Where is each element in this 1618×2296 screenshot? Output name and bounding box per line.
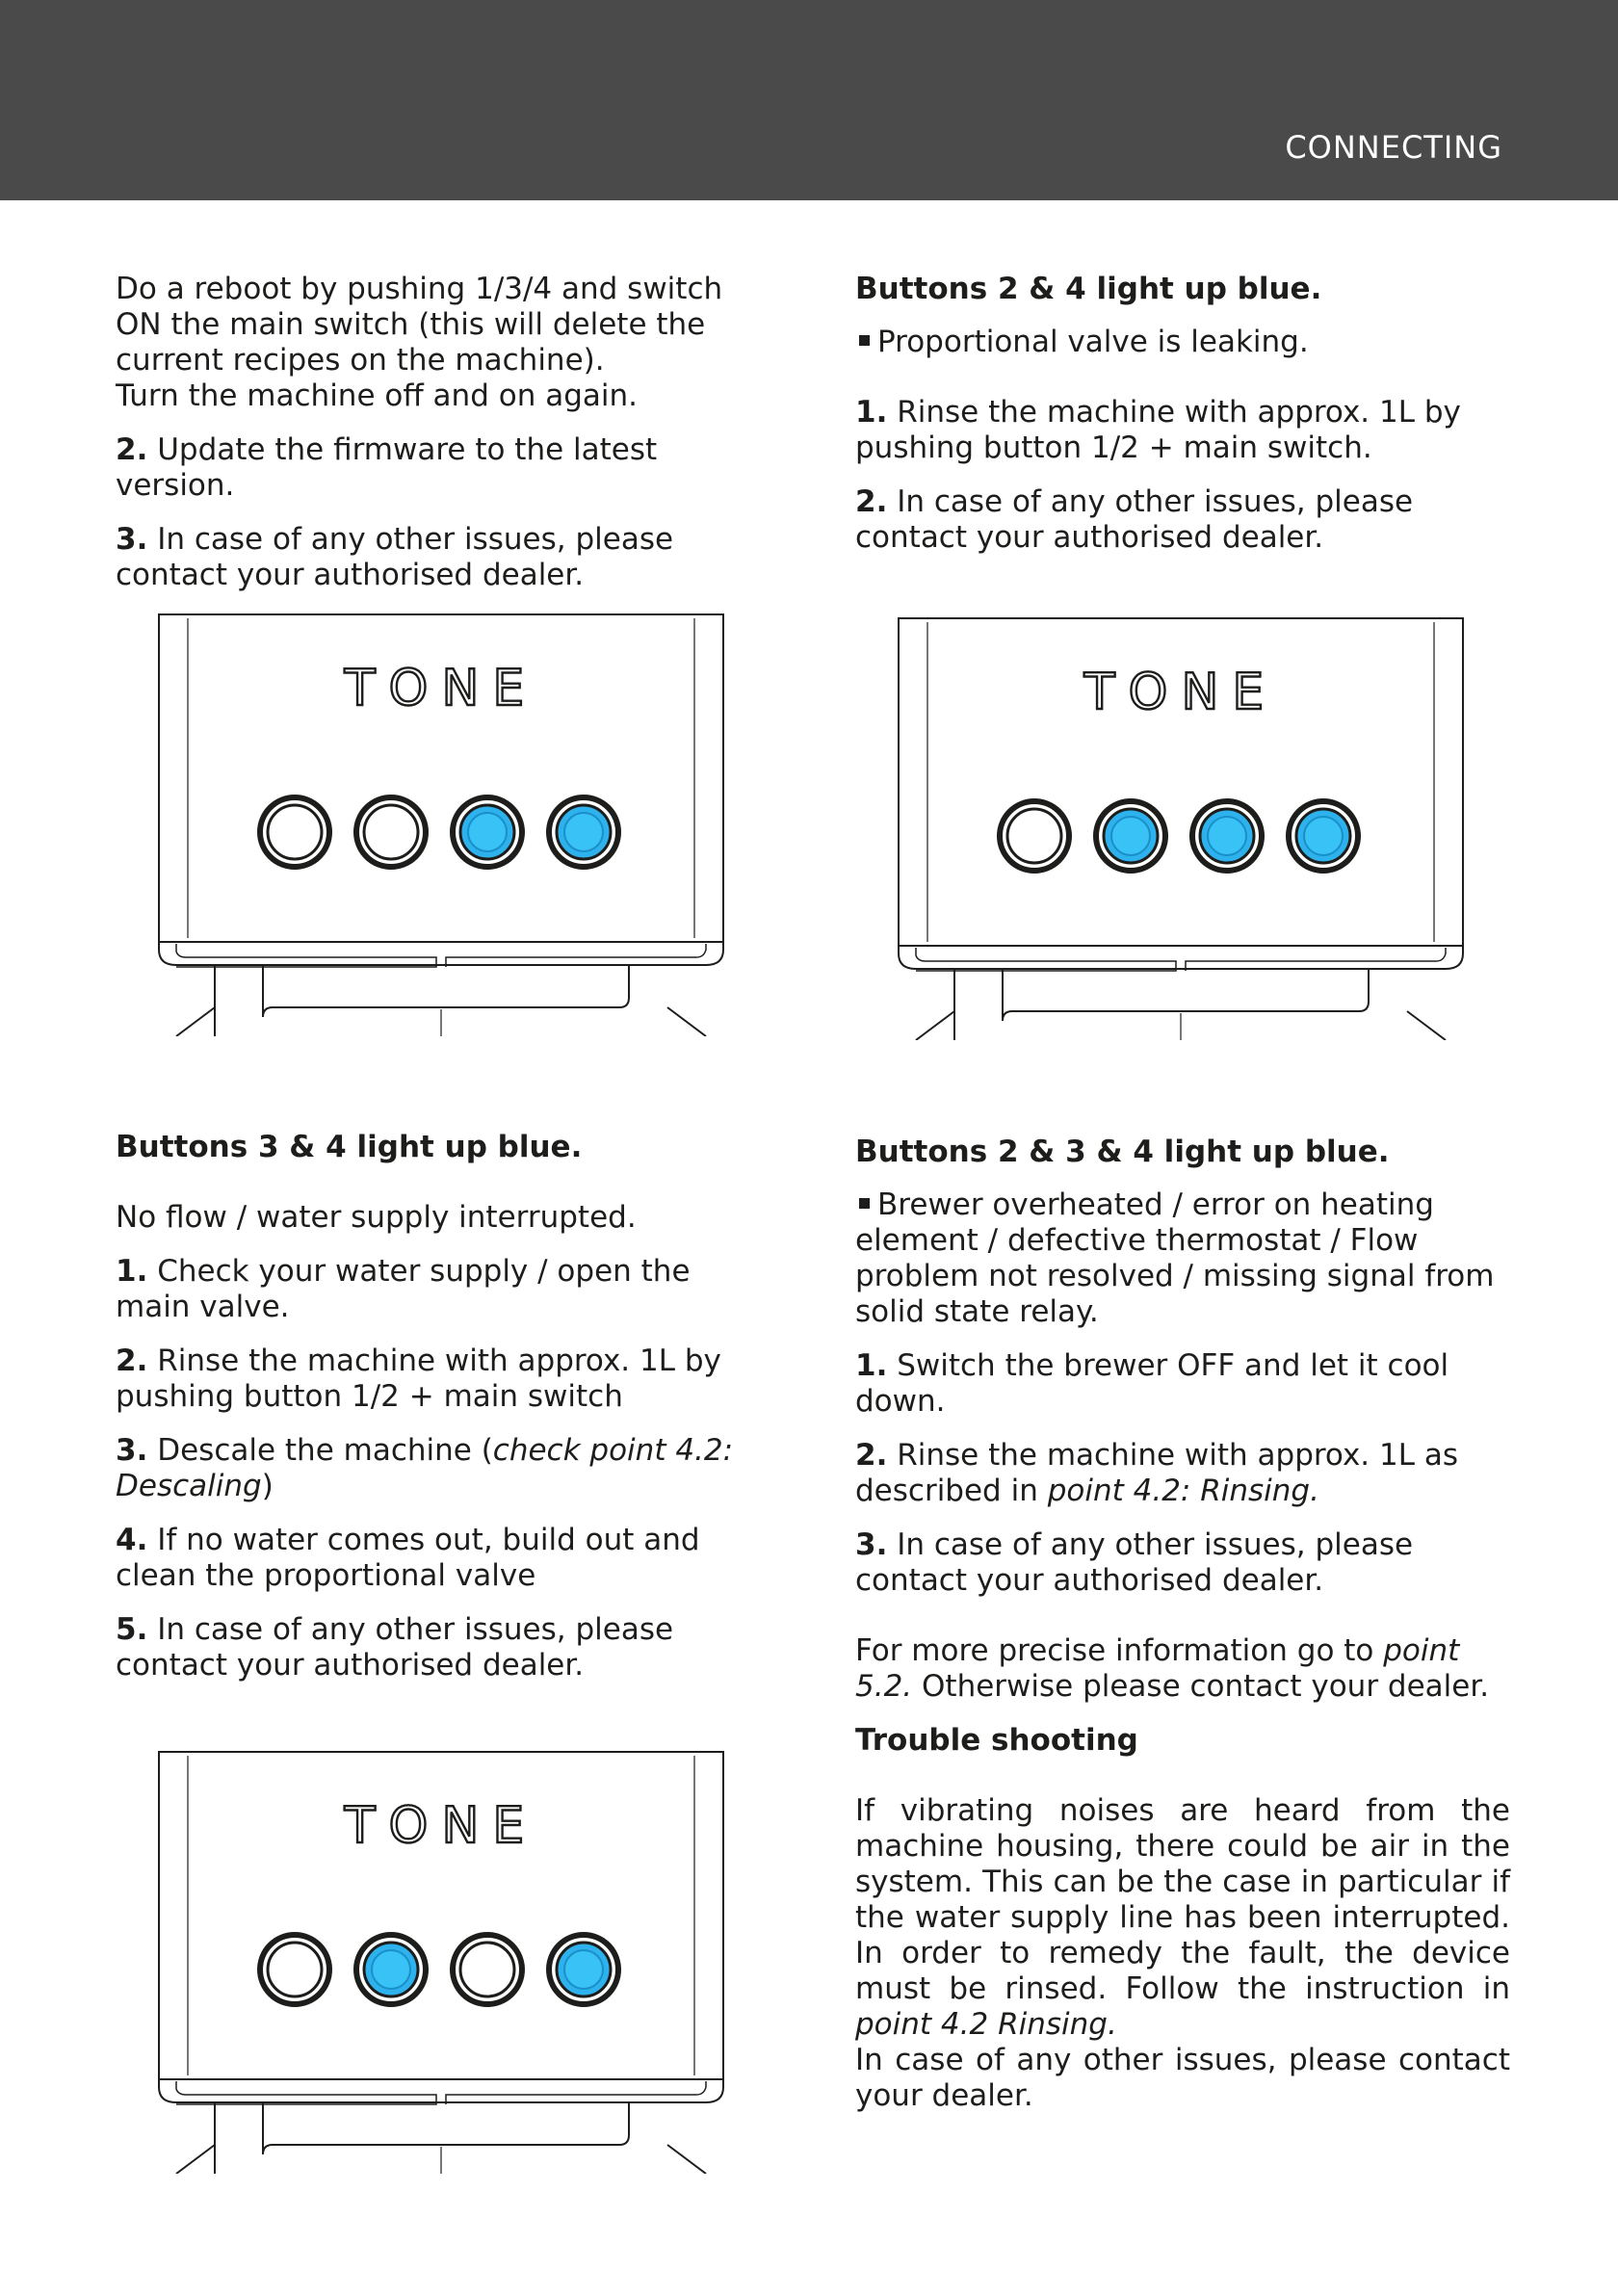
machine-base — [159, 2079, 723, 2102]
stand-foot — [916, 1011, 954, 1040]
button-off — [364, 805, 418, 859]
step: 5. In case of any other issues, please contact your authorised dealer. — [116, 1612, 674, 1683]
reboot-instructions — [116, 272, 770, 612]
section-heading: Buttons 2 & 4 light up blue. — [855, 272, 1322, 306]
button-light — [372, 1950, 410, 1989]
buttons-3-4-section — [116, 1130, 770, 1702]
bullet-icon — [859, 335, 870, 346]
step: 3. In case of any other issues, please contact your authorised dealer. — [116, 522, 674, 592]
button-off — [1007, 809, 1061, 863]
bullet-icon — [859, 1198, 870, 1209]
button-off — [268, 805, 322, 859]
drip-tray-left — [916, 948, 1176, 971]
stand-frame — [263, 965, 629, 1017]
step: 3. Descale the machine (check point 4.2: Descaling) — [116, 1433, 734, 1503]
drip-tray-right — [446, 944, 706, 967]
more-info: For more precise information go to point 5.2. Otherwise please contact your dealer. — [855, 1633, 1490, 1704]
brand-logo: TONE — [1083, 664, 1278, 721]
step: 1. Check your water supply / open the main valve. — [116, 1254, 691, 1324]
page-header — [0, 0, 1618, 200]
drip-tray-right — [1186, 948, 1446, 971]
bullet-item: Proportional valve is leaking. — [855, 325, 1510, 360]
drip-tray-right — [446, 2081, 706, 2104]
stand-frame — [1003, 969, 1369, 1021]
button-off — [460, 1943, 514, 1996]
step: 1. Switch the brewer OFF and let it cool down. — [855, 1348, 1449, 1419]
intro-text: No flow / water supply interrupted. — [116, 1200, 637, 1235]
button-light — [564, 1950, 603, 1989]
stand-frame — [263, 2102, 629, 2154]
step: 2. Rinse the machine with approx. 1L by pushing button 1/2 + main switch — [116, 1344, 721, 1414]
step: 2. Update the firmware to the latest version. — [116, 432, 658, 503]
reboot-text: Do a reboot by pushing 1/3/4 and switch ON the main switch (this will delete the current recipes on the machine). — [116, 272, 723, 378]
step: 2. In case of any other issues, please contact your authorised dealer. — [855, 484, 1414, 555]
machine-base — [159, 942, 723, 965]
trouble-heading: Trouble shooting — [855, 1723, 1138, 1758]
brand-logo: TONE — [344, 660, 538, 718]
button-light — [1304, 817, 1343, 855]
trouble-text-2: In case of any other issues, please contact your dealer. — [855, 2043, 1510, 2113]
button-light — [1111, 817, 1150, 855]
button-light — [564, 813, 603, 851]
machine-base — [899, 946, 1463, 969]
buttons-2-4-section — [855, 272, 1510, 574]
drip-tray-left — [176, 2081, 436, 2104]
button-light — [468, 813, 507, 851]
stand-foot — [667, 2145, 706, 2174]
machine-illustration — [157, 1750, 725, 2174]
stand-foot — [176, 1007, 215, 1036]
step: 2. Rinse the machine with approx. 1L as described in point 4.2: Rinsing. — [855, 1438, 1458, 1508]
drip-tray-left — [176, 944, 436, 967]
step: 3. In case of any other issues, please contact your authorised dealer. — [855, 1527, 1414, 1598]
section-heading: Buttons 3 & 4 light up blue. — [116, 1130, 583, 1164]
button-off — [268, 1943, 322, 1996]
step: 1. Rinse the machine with approx. 1L by pushing button 1/2 + main switch. — [855, 395, 1461, 465]
machine-illustration — [897, 616, 1465, 1040]
button-light — [1208, 817, 1246, 855]
reboot-text-2: Turn the machine off and on again. — [116, 378, 638, 413]
bullet-item: Brewer overheated / error on heating element / defective thermostat / Flow problem not resolved / missing signal from solid state relay. — [855, 1187, 1495, 1329]
section-title: CONNECTING — [1285, 129, 1502, 166]
machine-illustration — [157, 613, 725, 1036]
step: 4. If no water comes out, build out and clean the proportional valve — [116, 1523, 700, 1593]
buttons-2-3-4-section — [855, 1135, 1510, 2132]
brand-logo: TONE — [344, 1797, 538, 1855]
stand-foot — [176, 2145, 215, 2174]
stand-foot — [667, 1007, 706, 1036]
section-heading: Buttons 2 & 3 & 4 light up blue. — [855, 1135, 1390, 1169]
trouble-text: If vibrating noises are heard from the machine housing, there could be air in the system. This can be the case in particular if the water supply line has been interrupted. In order to remedy the fault, the device must be rinsed. Follow the instruction in point 4.2 Rinsing. — [855, 1793, 1510, 2042]
stand-foot — [1407, 1011, 1446, 1040]
